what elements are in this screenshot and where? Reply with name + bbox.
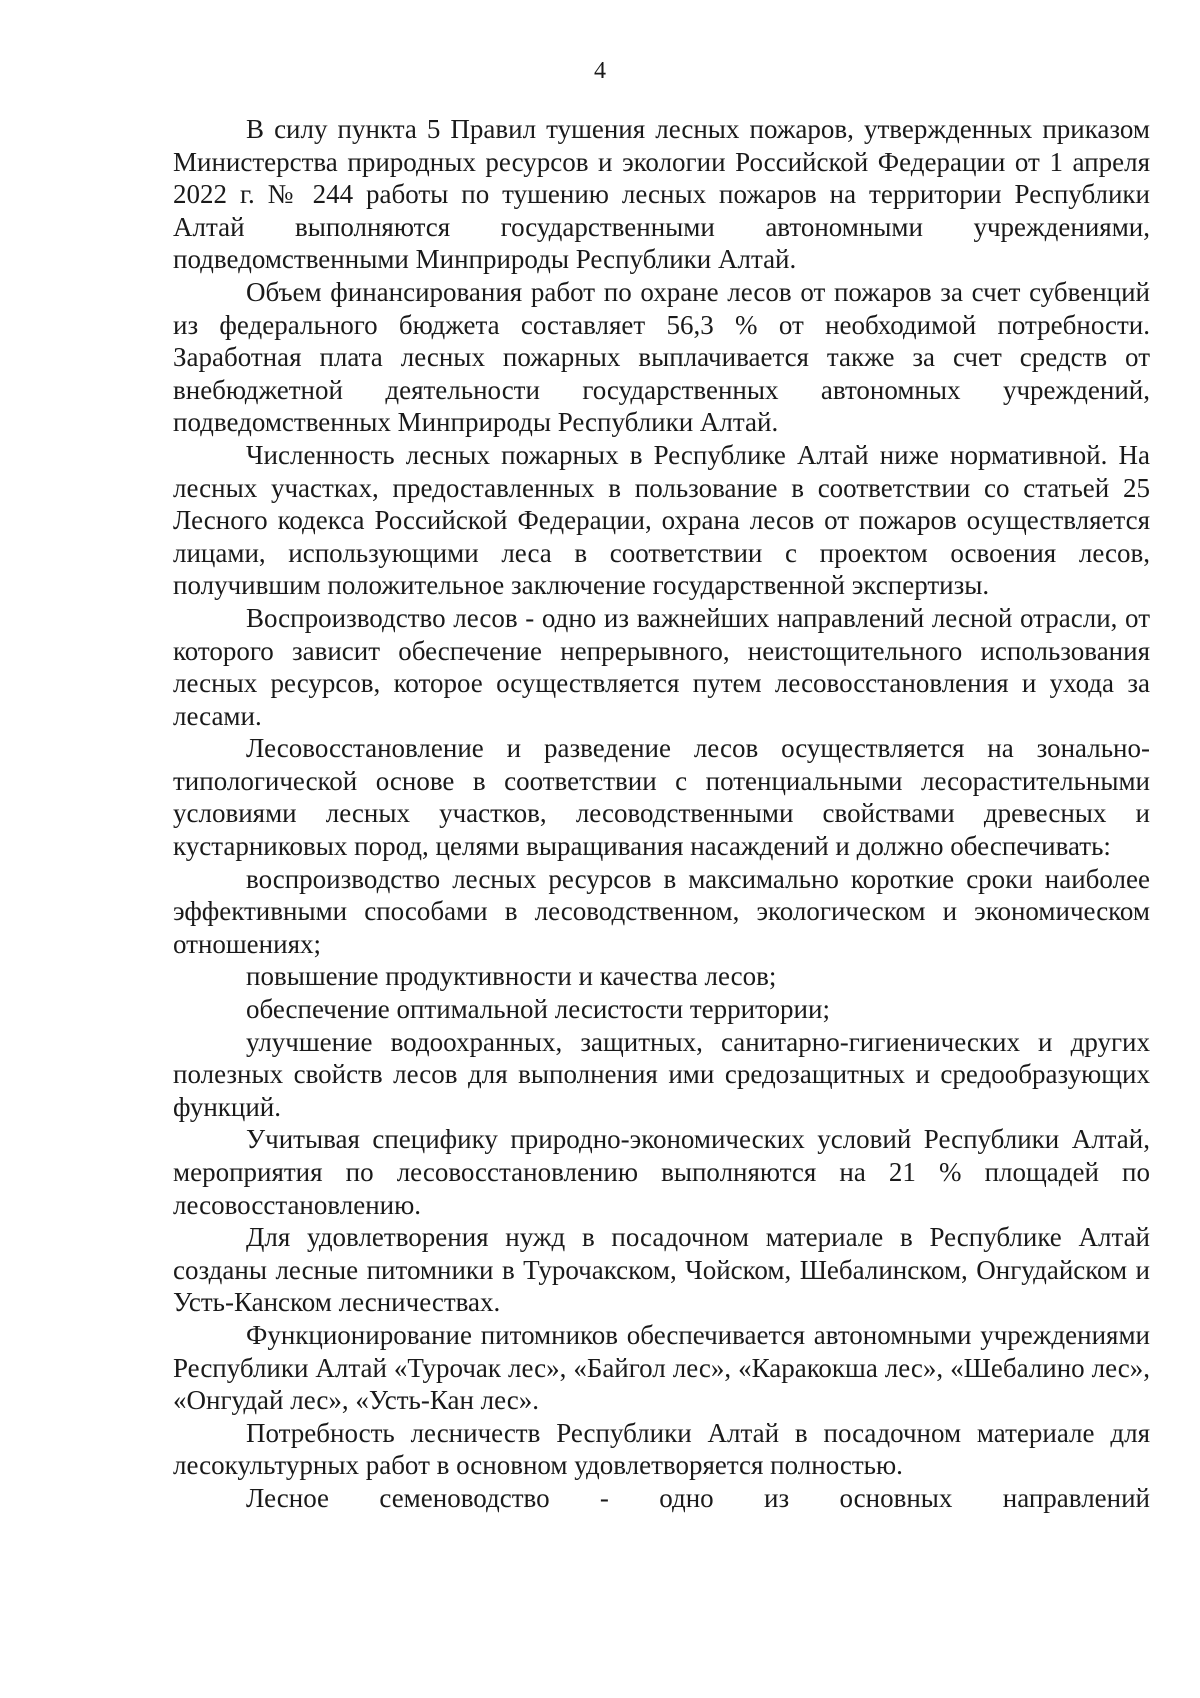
paragraph: обеспечение оптимальной лесистости территории; (246, 994, 830, 1025)
paragraph: В силу пункта 5 Правил тушения лесных пожаров, утвержденных приказом Министерства природных ресурсов и экологии Российской Федерации от 1 апреля 2022 г. № 244 работы по тушению лесных пожаров на территории Республики Алтай выполняются государственными автономными учреждениями, подведомственными Минприроды Республики Алтай. (173, 114, 1150, 275)
paragraph: Потребность лесничеств Республики Алтай в посадочном материале для лесокультурных работ в основном удовлетворяется полностью. (173, 1417, 1150, 1481)
paragraph: Численность лесных пожарных в Республике Алтай ниже нормативной. На лесных участках, предоставленных в пользование в соответствии со статьей 25 Лесного кодекса Российской Федерации, охрана лесов от пожаров осуществляется лицами, использующими леса в соответствии с проектом освоения лесов, получившим положительное заключение государственной экспертизы. (173, 439, 1150, 601)
paragraph: Воспроизводство лесов - одно из важнейших направлений лесной отрасли, от которого зависит обеспечение непрерывного, неистощительного использования лесных ресурсов, которое осуществляется путем лесовосстановления и ухода за лесами. (173, 602, 1150, 731)
paragraph: Функционирование питомников обеспечивается автономными учреждениями Республики Алтай «Турочак лес», «Байгол лес», «Каракокша лес», «Шебалино лес», «Онгудай лес», «Усть-Кан лес». (173, 1319, 1150, 1416)
paragraph: Лесовосстановление и разведение лесов осуществляется на зонально-типологической основе в соответствии с потенциальными лесорастительными условиями лесных участков, лесоводственными свойствами древесных и кустарниковых пород, целями выращивания насаждений и должно обеспечивать: (173, 733, 1150, 862)
paragraph: воспроизводство лесных ресурсов в максимально короткие сроки наиболее эффективными способами в лесоводственном, экологическом и экономическом отношениях; (173, 863, 1150, 959)
paragraph-continues: Лесное семеноводство - одно из основных направлений (246, 1482, 1150, 1513)
page-number: 4 (594, 58, 606, 84)
paragraph: Объем финансирования работ по охране лесов от пожаров за счет субвенций из федерального бюджета составляет 56,3 % от необходимой потребности. Заработная плата лесных пожарных выплачивается также за счет средств от внебюджетной деятельности государственных автономных учреждений, подведомственных Минприроды Республики Алтай. (173, 276, 1150, 438)
paragraph: улучшение водоохранных, защитных, санитарно-гигиенических и других полезных свойств лесов для выполнения ими средозащитных и средообразующих функций. (173, 1026, 1150, 1122)
paragraph: Для удовлетворения нужд в посадочном материале в Республике Алтай созданы лесные питомники в Турочакском, Чойском, Шебалинском, Онгудайском и Усть-Канском лесничествах. (173, 1222, 1150, 1318)
document-body (173, 113, 1150, 1515)
paragraph: Учитывая специфику природно-экономических условий Республики Алтай, мероприятия по лесовосстановлению выполняются на 21 % площадей по лесовосстановлению. (173, 1124, 1150, 1220)
paragraph: повышение продуктивности и качества лесов; (246, 961, 777, 992)
